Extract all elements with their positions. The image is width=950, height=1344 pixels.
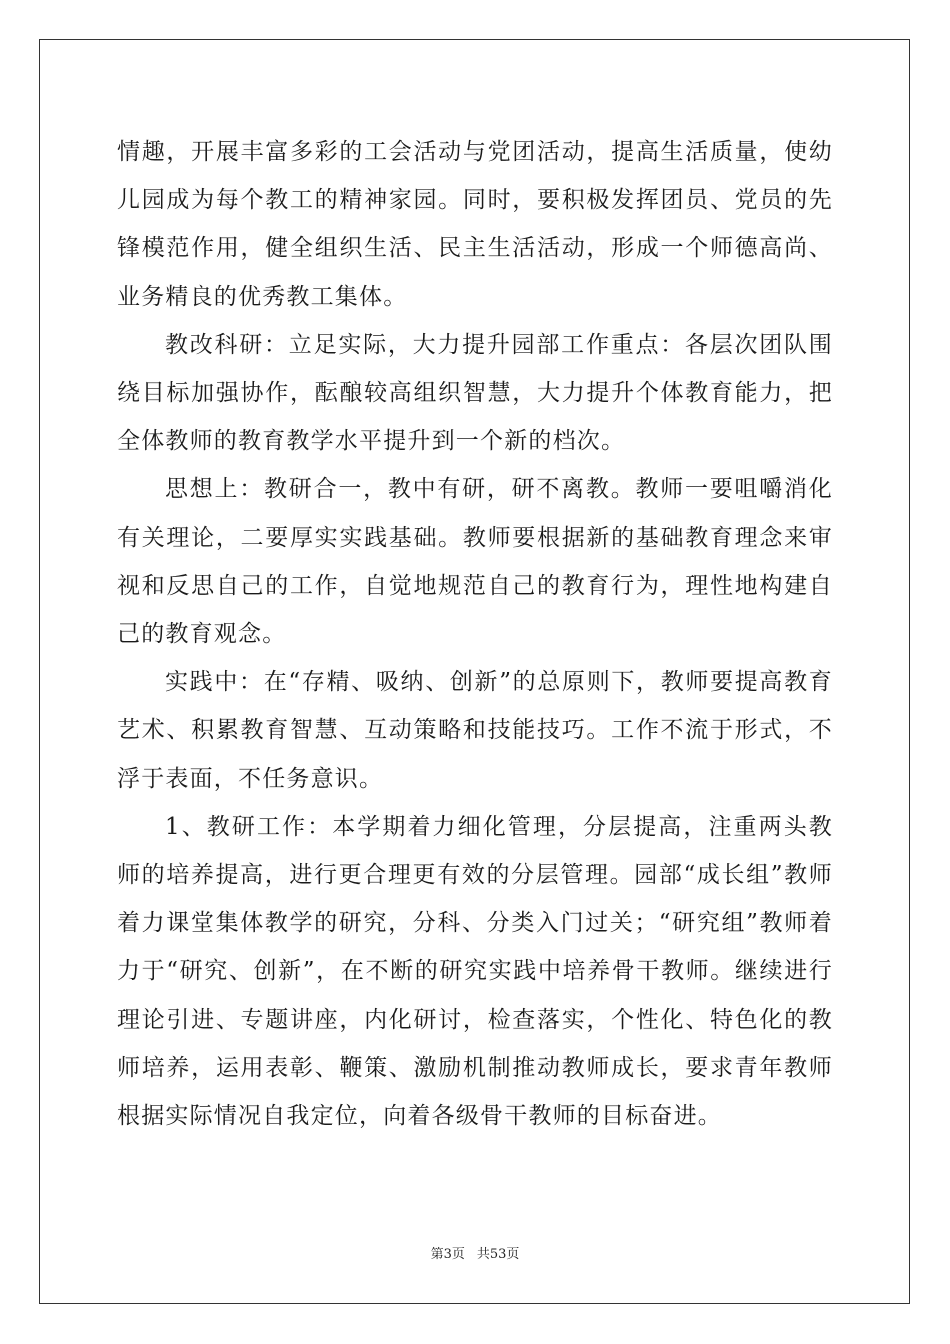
page-footer [0, 1243, 950, 1262]
paragraph-1: 情趣，开展丰富多彩的工会活动与党团活动，提高生活质量，使幼儿园成为每个教工的精神家园。同时，要积极发挥团员、党员的先锋模范作用，健全组织生活、民主生活活动，形成一个师德高尚、业务精良的优秀教工集体。 [117, 139, 833, 310]
document-body [117, 128, 833, 1140]
paragraph-5: 1、教研工作：本学期着力细化管理，分层提高，注重两头教师的培养提高，进行更合理更有效的分层管理。园部“成长组”教师着力课堂集体教学的研究，分科、分类入门过关；“研究组”教师着力于“研究、创新”，在不断的研究实践中培养骨干教师。继续进行理论引进、专题讲座，内化研讨，检查落实，个性化、特色化的教师培养，运用表彰、鞭策、激励机制推动教师成长，要求青年教师根据实际情况自我定位，向着各级骨干教师的目标奋进。 [117, 813, 833, 1130]
paragraph-4: 实践中：在“存精、吸纳、创新”的总原则下，教师要提高教育艺术、积累教育智慧、互动策略和技能技巧。工作不流于形式，不浮于表面，不任务意识。 [117, 669, 833, 792]
page-total: 共53页 [476, 1247, 520, 1262]
paragraph-3: 思想上：教研合一，教中有研，研不离教。教师一要咀嚼消化有关理论，二要厚实实践基础。教师要根据新的基础教育理念来审视和反思自己的工作，自觉地规范自己的教育行为，理性地构建自己的教育观念。 [117, 476, 833, 648]
page-number: 第3页 [430, 1247, 465, 1262]
paragraph-2: 教改科研：立足实际，大力提升园部工作重点：各层次团队围绕目标加强协作，酝酿较高组织智慧，大力提升个体教育能力，把全体教师的教育教学水平提升到一个新的档次。 [117, 331, 833, 455]
